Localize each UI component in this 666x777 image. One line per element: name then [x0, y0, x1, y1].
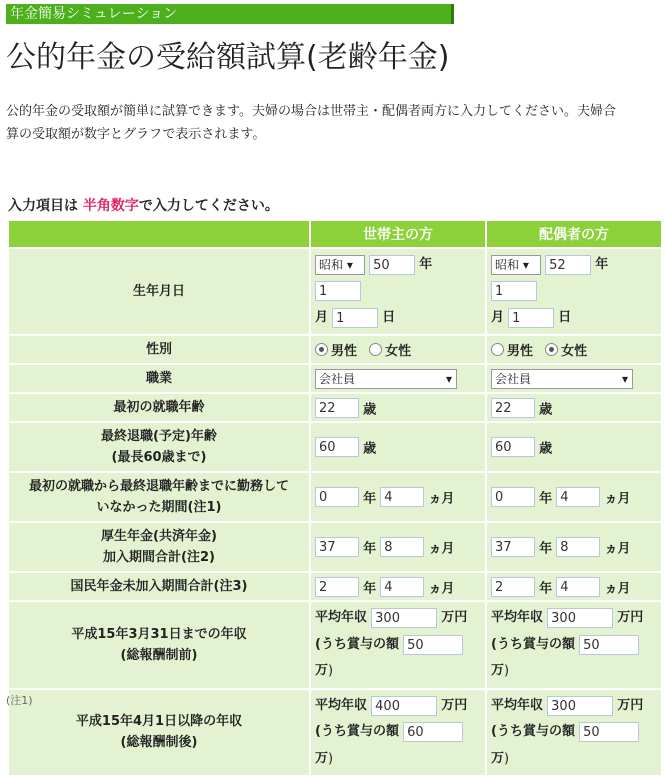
cell-spouse-gap — [487, 473, 661, 521]
cell-head-last-age — [311, 423, 485, 471]
spouse-era-select[interactable]: 昭和 ▾ — [491, 255, 541, 275]
head-job-value: 会社員 — [319, 371, 356, 386]
column-head-spouse: 配偶者の方 — [487, 221, 661, 247]
label-pre-line1: 平成15年3月31日までの年収 — [71, 626, 247, 642]
head-birth-month-input[interactable]: 1 — [315, 281, 361, 301]
spouse-pre-bonus-input[interactable]: 50 — [579, 635, 639, 655]
spouse-first-age-input[interactable]: 22 — [491, 398, 535, 418]
instruction-prefix: 入力項目は — [8, 198, 78, 214]
unit-year: 年 — [363, 581, 377, 596]
cell-head-sex — [311, 336, 485, 363]
avg-income-label: 平均年収 — [315, 697, 368, 713]
cell-head-pre-income: 平均年収 300 万円 (うち賞与の額 50 万) — [311, 602, 485, 688]
breadcrumb: 年金簡易シミュレーション — [6, 4, 454, 24]
label-birthdate: 生年月日 — [9, 249, 309, 334]
label-kosei — [9, 523, 309, 571]
label-sex: 性別 — [9, 336, 309, 363]
head-job-select[interactable] — [315, 369, 457, 389]
cell-spouse-job — [487, 365, 661, 392]
row-pre-income — [9, 602, 661, 688]
spouse-gap-months-input[interactable]: 4 — [556, 487, 600, 507]
spouse-post-bonus-input[interactable]: 50 — [579, 722, 639, 742]
label-first-age: 最初の就職年齢 — [9, 394, 309, 421]
unit-year: 年 — [539, 541, 553, 557]
cell-spouse-kokumin — [487, 573, 661, 600]
unit-age: 歳 — [363, 402, 377, 417]
unit-age: 歳 — [363, 441, 377, 457]
unit-months: ヵ月 — [604, 581, 631, 596]
label-gap-line2: いなかった期間(注1) — [96, 500, 222, 515]
unit-man: 万 — [491, 663, 505, 678]
head-first-age-input[interactable]: 22 — [315, 398, 359, 418]
row-first-age — [9, 394, 661, 421]
bonus-label: (うち賞与の額 — [491, 724, 575, 739]
chevron-down-icon: ▾ — [621, 371, 628, 386]
label-kokumin: 国民年金未加入期間合計(注3) — [9, 573, 309, 600]
row-sex — [9, 336, 661, 363]
head-birth-day-input[interactable]: 1 — [332, 308, 378, 328]
cell-spouse-last-age — [487, 423, 661, 471]
head-gap-months-input[interactable]: 4 — [380, 487, 424, 507]
row-job — [9, 365, 661, 392]
head-female-label: 女性 — [385, 344, 412, 359]
cell-spouse-pre-income: 平均年収 300 万円 (うち賞与の額 50 万) — [487, 602, 661, 688]
cell-head-birthdate — [311, 249, 485, 334]
head-era-value: 昭和 — [319, 258, 344, 272]
unit-man: 万 — [315, 750, 329, 766]
label-post-line1: 平成15年4月1日以降の年収 — [75, 714, 243, 730]
spouse-female-label: 女性 — [561, 344, 588, 359]
unit-age: 歳 — [539, 402, 553, 417]
head-kokumin-years-input[interactable]: 2 — [315, 577, 359, 597]
label-pre-income — [9, 602, 309, 688]
cell-head-post-income: 平均年収 400 万円 (うち賞与の額 60 万) — [311, 690, 485, 776]
label-kosei-line1: 厚生年金(共済年金) — [101, 529, 217, 544]
unit-man-yen: 万円 — [441, 697, 468, 713]
unit-man-yen: 万円 — [441, 610, 468, 625]
unit-man: 万 — [315, 663, 329, 678]
bonus-label: (うち賞与の額 — [491, 636, 575, 652]
spouse-job-value: 会社員 — [495, 371, 532, 386]
table-corner — [9, 221, 309, 247]
cell-spouse-birthdate — [487, 249, 661, 334]
spouse-kokumin-years-input[interactable]: 2 — [491, 577, 535, 597]
label-last-age-line2: (最長60歳まで) — [111, 450, 207, 465]
unit-months: ヵ月 — [604, 491, 631, 507]
unit-month: 月 — [315, 309, 329, 325]
head-pre-income-input[interactable]: 300 — [371, 608, 437, 628]
footer-note: (注1) — [6, 694, 33, 707]
head-last-age-input[interactable]: 60 — [315, 437, 359, 457]
head-kokumin-months-input[interactable]: 4 — [380, 577, 424, 597]
input-instruction — [8, 195, 279, 215]
label-last-age-line1: 最終退職(予定)年齢 — [101, 429, 217, 444]
label-gap-period — [9, 473, 309, 521]
avg-income-label: 平均年収 — [491, 610, 544, 625]
page-title: 公的年金の受給額試算(老齢年金) — [6, 40, 450, 75]
spouse-gap-years-input[interactable]: 0 — [491, 487, 535, 507]
bonus-label: (うち賞与の額 — [315, 724, 399, 739]
spouse-last-age-input[interactable]: 60 — [491, 437, 535, 457]
cell-spouse-sex — [487, 336, 661, 363]
spouse-kosei-months-input[interactable]: 8 — [556, 537, 600, 557]
pension-input-table — [7, 219, 663, 777]
column-head-householder: 世帯主の方 — [311, 221, 485, 247]
cell-head-gap — [311, 473, 485, 521]
unit-year: 年 — [539, 491, 553, 507]
label-kosei-line2: 加入期間合計(注2) — [103, 550, 215, 565]
unit-months: ヵ月 — [428, 541, 455, 557]
instruction-suffix: で入力してください。 — [138, 198, 279, 214]
unit-man-yen: 万円 — [617, 610, 644, 625]
unit-day: 日 — [558, 309, 572, 325]
avg-income-label: 平均年収 — [491, 697, 544, 713]
spouse-male-label: 男性 — [507, 344, 534, 359]
unit-month: 月 — [491, 309, 505, 325]
label-gap-line1: 最初の就職から最終退職年齢までに勤務して — [28, 479, 289, 494]
row-last-age — [9, 423, 661, 471]
unit-year: 年 — [363, 491, 377, 507]
unit-months: ヵ月 — [428, 491, 455, 507]
row-post-income — [9, 690, 661, 776]
row-birthdate — [9, 249, 661, 334]
cell-spouse-first-age — [487, 394, 661, 421]
label-post-income — [9, 690, 309, 776]
cell-head-job — [311, 365, 485, 392]
cell-head-kosei — [311, 523, 485, 571]
unit-year: 年 — [363, 541, 377, 557]
head-gap-years-input[interactable]: 0 — [315, 487, 359, 507]
head-post-bonus-input[interactable]: 60 — [403, 722, 463, 742]
spouse-job-select[interactable] — [491, 369, 633, 389]
spouse-birth-day-input[interactable]: 1 — [508, 308, 554, 328]
unit-year: 年 — [419, 257, 433, 272]
unit-day: 日 — [382, 309, 396, 325]
head-kosei-years-input[interactable]: 37 — [315, 537, 359, 557]
page-description: 公的年金の受取額が簡単に試算できます。夫婦の場合は世帯主・配偶者両方に入力してください。夫婦合算の受取額が数字とグラフで表示されます。 — [6, 104, 616, 142]
spouse-female-radio[interactable] — [545, 343, 558, 356]
spouse-post-income-input[interactable]: 300 — [547, 696, 613, 716]
label-post-line2: (総報酬制後) — [120, 735, 198, 751]
label-last-age — [9, 423, 309, 471]
head-era-select[interactable]: 昭和 ▾ — [315, 255, 365, 275]
head-female-radio[interactable] — [369, 343, 382, 356]
cell-head-first-age — [311, 394, 485, 421]
spouse-kokumin-months-input[interactable]: 4 — [556, 577, 600, 597]
unit-months: ヵ月 — [604, 541, 631, 557]
unit-year: 年 — [595, 257, 609, 272]
row-kokumin — [9, 573, 661, 600]
spouse-era-value: 昭和 — [495, 258, 520, 272]
unit-man: 万 — [491, 750, 505, 766]
chevron-down-icon: ▾ — [445, 371, 452, 386]
spouse-kosei-years-input[interactable]: 37 — [491, 537, 535, 557]
spouse-birth-year-input[interactable]: 52 — [545, 255, 591, 275]
row-kosei — [9, 523, 661, 571]
spouse-male-radio[interactable] — [491, 343, 504, 356]
avg-income-label: 平均年収 — [315, 610, 368, 625]
head-male-label: 男性 — [331, 344, 358, 359]
unit-man-yen: 万円 — [617, 697, 644, 713]
head-kosei-months-input[interactable]: 8 — [380, 537, 424, 557]
cell-spouse-post-income: 平均年収 300 万円 (うち賞与の額 50 万) — [487, 690, 661, 776]
spouse-birth-month-input[interactable]: 1 — [491, 281, 537, 301]
bonus-label: (うち賞与の額 — [315, 636, 399, 652]
head-post-income-input[interactable]: 400 — [371, 696, 437, 716]
unit-age: 歳 — [539, 441, 553, 457]
label-job: 職業 — [9, 365, 309, 392]
unit-year: 年 — [539, 581, 553, 596]
head-birth-year-input[interactable]: 50 — [369, 255, 415, 275]
label-pre-line2: (総報酬制前) — [120, 647, 198, 663]
cell-head-kokumin — [311, 573, 485, 600]
head-male-radio[interactable] — [315, 343, 328, 356]
head-pre-bonus-input[interactable]: 50 — [403, 635, 463, 655]
instruction-emphasis: 半角数字 — [82, 198, 139, 214]
row-gap-period — [9, 473, 661, 521]
unit-months: ヵ月 — [428, 581, 455, 596]
spouse-pre-income-input[interactable]: 300 — [547, 608, 613, 628]
cell-spouse-kosei — [487, 523, 661, 571]
